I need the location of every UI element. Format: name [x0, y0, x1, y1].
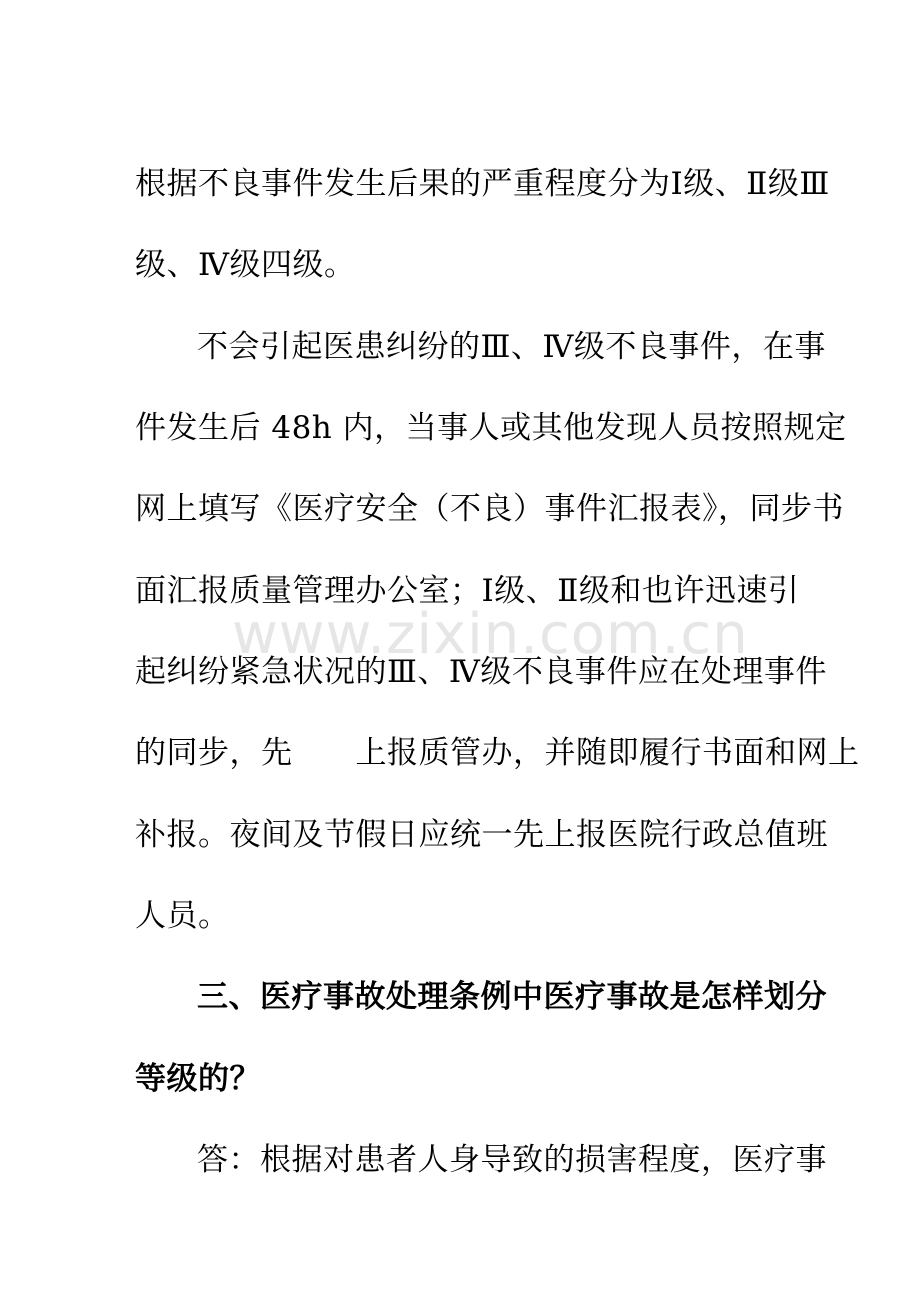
paragraph-line-7: 起纠纷紧急状况的Ⅲ、Ⅳ级不良事件应在处理事件 [135, 654, 827, 690]
paragraph-line-4: 件发生后 48h 内，当事人或其他发现人员按照规定 [135, 410, 847, 446]
paragraph-line-8: 的同步，先 上报质管办，并随即履行书面和网上 [135, 735, 860, 771]
watermark: www.zixin.com.cn [232, 602, 749, 667]
paragraph-line-1: 根据不良事件发生后果的严重程度分为Ⅰ级、Ⅱ级Ⅲ [135, 166, 830, 202]
answer-line-1: 答：根据对患者人身导致的损害程度，医疗事 [197, 1142, 827, 1178]
paragraph-line-2: 级、Ⅳ级四级。 [135, 247, 356, 283]
paragraph-line-9: 补报。夜间及节假日应统一先上报医院行政总值班 [135, 817, 828, 853]
paragraph-line-3: 不会引起医患纠纷的Ⅲ、Ⅳ级不良事件，在事 [197, 329, 826, 365]
section-heading-line-1: 三、医疗事故处理条例中医疗事故是怎样划分 [197, 979, 827, 1015]
paragraph-line-6: 面汇报质量管理办公室；Ⅰ级、Ⅱ级和也许迅速引 [135, 573, 800, 609]
paragraph-line-5: 网上填写《医疗安全（不良）事件汇报表》，同步书 [135, 491, 844, 527]
section-heading-line-2: 等级的？ [135, 1061, 261, 1097]
paragraph-line-10: 人员。 [135, 898, 230, 934]
